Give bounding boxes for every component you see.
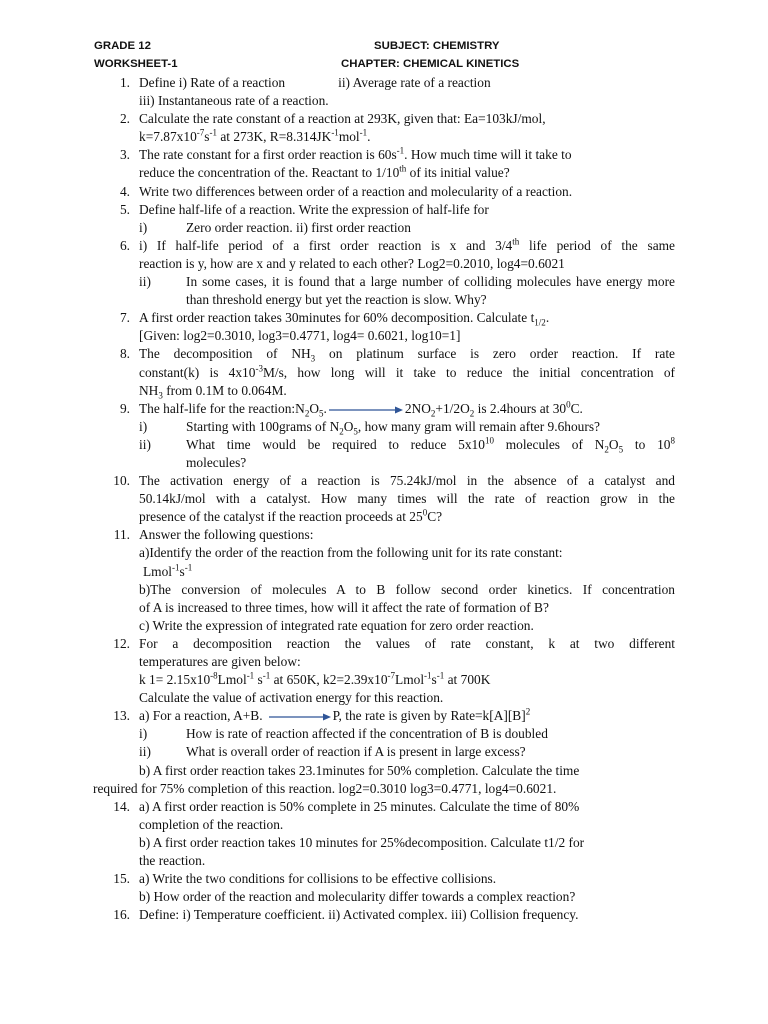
question-9-part-i: i) Starting with 100grams of $N_2O_5$, how many gram will remain after 9.6hours? xyxy=(139,418,600,437)
question-5: 5. Define half-life of a reaction. Write the expression of half-life for xyxy=(0,201,768,219)
question-11: 11. Answer the following questions: a)Identify the order of the reaction from the following unit for its rate constant: $Lmol^{-1}s^{-1}$ b)The conversion of molecules A to B follow second order kinetics. If concentration of A is increased to three times, how will it affect the rate of formation of B? c) Write the expression of integrated rate equation for zero order reaction. xyxy=(0,526,768,635)
chapter-label: CHAPTER: CHEMICAL KINETICS xyxy=(341,58,520,70)
question-3: 3. The rate constant for a first order reaction is $60s^{-1}$. How much time will it take to reduce the concentration of the. Reactant to 1/10th of its initial value? xyxy=(0,146,768,182)
question-12: 12. For a decomposition reaction the values of rate constant, k at two different temperatures are given below: k $1= 2.15x10^{-8}Lmol^{-1}$ $s^{-1}$ at 650K, $k2=2.39x10^{-7}Lmol^{-1}s^{-1}$ at 700K Calculate the value of activation energy for this reaction. xyxy=(0,635,768,707)
question-number: 15. xyxy=(113,871,130,887)
question-number: 4. xyxy=(119,183,130,199)
question-number: 7. xyxy=(119,310,130,326)
question-7: 7. A first order reaction takes 30minutes for 60% decomposition. Calculate $t_{1/2}$. [Given: log2=0.3010, log3=0.4771, log4= 0.6021, log10=1] xyxy=(0,309,768,345)
question-number: 9. xyxy=(119,400,130,416)
question-2: 2. Calculate the rate constant of a reaction at 293K, given that: Ea=103kJ/mol, $k=7.87x10^{-7}s^{-1}$ at 273K, $R=8.314JK^{-1}mol^{-1}$. xyxy=(0,110,768,146)
header-row-1 xyxy=(0,37,768,55)
question-16: 16. Define: i) Temperature coefficient. ii) Activated complex. iii) Collision frequency. xyxy=(0,906,768,924)
question-number: 14. xyxy=(113,798,130,814)
question-15: 15. a) Write the two conditions for collisions to be effective collisions. b) How order of the reaction and molecularity differ towards a complex reaction? xyxy=(0,870,768,906)
reaction-arrow-icon xyxy=(329,405,403,415)
question-number: 3. xyxy=(119,147,130,163)
question-list xyxy=(0,74,768,924)
question-13-part-b-continued: required for 75% completion of this reaction. log2=0.3010 log3=0.4771, log4=0.6021. xyxy=(93,780,557,796)
question-1: 1. Define i) Rate of a reaction ii) Average rate of a reaction iii) Instantaneous rate of a reaction. xyxy=(0,74,768,110)
question-number: 11. xyxy=(113,527,130,543)
question-number: 2. xyxy=(119,111,130,127)
question-5-part-i: i) Zero order reaction. ii) first order reaction xyxy=(139,219,411,235)
question-number: 13. xyxy=(113,708,130,724)
question-9: 9. The half-life for the $reaction:N_2O_5$. $2NO_2+1/2O_2$ is 2.4hours at $30^0C$. xyxy=(0,400,768,418)
question-number: 16. xyxy=(113,907,130,923)
grade-label: GRADE 12 xyxy=(94,40,151,52)
question-number: 12. xyxy=(113,635,130,651)
question-number: 8. xyxy=(119,346,130,362)
question-10: 10. The activation energy of a reaction is 75.24kJ/mol in the absence of a catalyst and 50.14kJ/mol with a catalyst. How many times will the rate of reaction grow in the presence of the catalyst if the reaction proceeds at $25^0C$? xyxy=(0,472,768,526)
question-8: 8. The decomposition of $NH_3$ on platinum surface is zero order reaction. If rate constant(k) is $4x10^{-3}M/s$, how long will it take to reduce the initial concentration of $NH_3$ from 0.1M to 0.064M. xyxy=(0,345,768,399)
question-9-part-ii: ii) What time would be required to reduce $5x10^{10}$ molecules of $N_2O_5$ to $10^8$ molecules? xyxy=(139,435,675,470)
question-13-part-ii: ii) What is overall order of reaction if A is present in large excess? xyxy=(139,744,526,760)
question-4: 4. Write two differences between order of a reaction and molecularity of a reaction. xyxy=(0,183,768,201)
header-row-2 xyxy=(0,55,768,73)
subject-label: SUBJECT: CHEMISTRY xyxy=(374,40,500,52)
question-number: 6. xyxy=(119,237,130,253)
question-6-part-ii: ii) In some cases, it is found that a large number of colliding molecules have energy more than threshold energy but yet the reaction is slow. Why? xyxy=(139,274,675,308)
question-number: 1. xyxy=(119,75,130,90)
question-6: 6. i) If half-life period of a first order reaction is x and 3/4th life period of the same reaction is y, how are x and y related to each other? Log2=0.2010, log4=0.6021 xyxy=(0,237,768,273)
question-13-part-b: b) A first order reaction takes 23.1minutes for 50% completion. Calculate the time xyxy=(139,762,580,778)
question-13: 13. a) For a reaction, A+B. P, the rate is given by $Rate=k[A][B]^2$ xyxy=(0,707,768,725)
question-number: 10. xyxy=(113,473,130,489)
reaction-arrow-icon xyxy=(265,712,331,722)
question-14: 14. a) A first order reaction is 50% complete in 25 minutes. Calculate the time of 80% completion of the reaction. b) A first order reaction takes 10 minutes for 25%decomposition. Calculate t1/2 for the reaction. xyxy=(0,798,768,870)
question-number: 5. xyxy=(119,201,130,217)
question-13-part-i: i) How is rate of reaction affected if the concentration of B is doubled xyxy=(139,726,548,742)
worksheet-label: WORKSHEET-1 xyxy=(94,58,178,70)
